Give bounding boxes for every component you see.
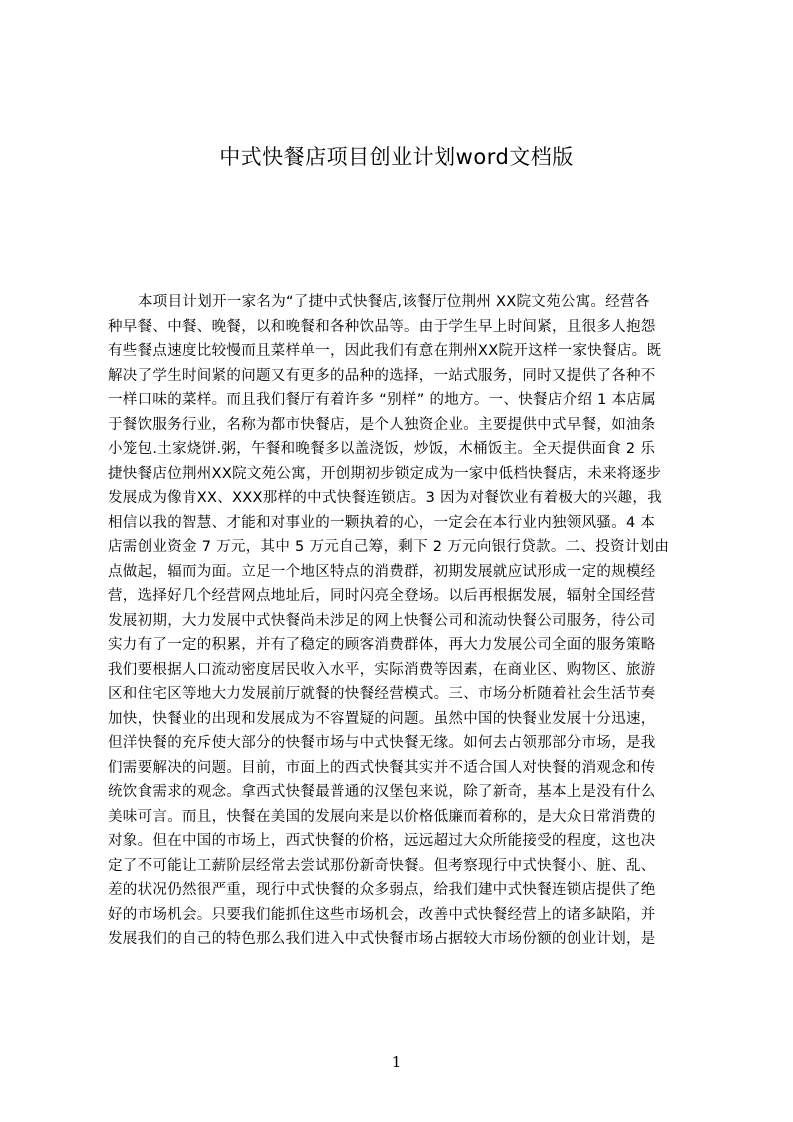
body-paragraph bbox=[108, 290, 698, 1010]
text-line: 一样口味的菜样。而且我们餐厅有着许多 “别样” 的地方。一、快餐店介绍 1 本店属 bbox=[108, 392, 656, 408]
text-line: 加快，快餐业的出现和发展成为不容置疑的问题。虽然中国的快餐业发展十分迅速， bbox=[108, 710, 656, 727]
text-line: 发展我们的自己的特色那么我们进入中式快餐市场占据较大市场份额的创业计划，是 bbox=[108, 931, 656, 947]
text-line: 好的市场机会。只要我们能抓住这些市场机会，改善中式快餐经营上的诸多缺陷，并 bbox=[108, 906, 656, 923]
text-line: 本项目计划开一家名为“了捷中式快餐店,该餐厅位荆州 XX院文苑公寓。经营各 bbox=[138, 294, 650, 310]
text-line: 差的状况仍然很严重，现行中式快餐的众多弱点，给我们建中式快餐连锁店提供了绝 bbox=[108, 882, 656, 898]
text-line: 小笼包.土家烧饼.粥，午餐和晚餐多以盖浇饭，炒饭，木桶饭主。全天提供面食 2 乐 bbox=[108, 441, 656, 457]
text-line: 但洋快餐的充斥使大部分的快餐市场与中式快餐无缘。如何去占领那部分市场，是我 bbox=[108, 735, 656, 751]
text-line: 捷快餐店位荆州XX院文苑公寓，开创期初步锁定成为一家中低档快餐店，未来将逐步 bbox=[108, 465, 662, 482]
text-line: 有些餐点速度比较慢而且菜样单一，因此我们有意在荆州XX院开这样一家快餐店。既 bbox=[108, 343, 662, 359]
text-line: 区和住宅区等地大力发展前厅就餐的快餐经营模式。三、市场分析随着社会生活节奏 bbox=[108, 686, 656, 702]
text-line: 解决了学生时间紧的问题又有更多的品种的选择，一站式服务，同时又提供了各种不 bbox=[108, 367, 656, 384]
text-line: 实力有了一定的积累，并有了稳定的顾客消费群体，再大力发展公司全面的服务策略 bbox=[108, 637, 656, 653]
text-line: 营，选择好几个经营网点地址后，同时闪亮全登场。以后再根据发展，辐射全国经营 bbox=[108, 588, 656, 604]
text-line: 发展成为像肯XX、XXX那样的中式快餐连锁店。3 因为对餐饮业有着极大的兴趣，我 bbox=[108, 490, 662, 506]
text-line: 统饮食需求的观念。拿西式快餐最普通的汉堡包来说，除了新奇，基本上是没有什么 bbox=[108, 784, 656, 800]
text-line: 发展初期，大力发展中式快餐尚未涉足的网上快餐公司和流动快餐公司服务，待公司 bbox=[108, 612, 656, 629]
text-line: 们需要解决的问题。目前，市面上的西式快餐其实并不适合国人对快餐的消观念和传 bbox=[108, 759, 656, 776]
document-title: 中式快餐店项目创业计划word文档版 bbox=[219, 145, 574, 169]
text-line: 店需创业资金 7 万元，其中 5 万元自己筹，剩下 2 万元向银行贷款。二、投资计划由 bbox=[108, 539, 670, 555]
page-number: 1 bbox=[391, 1053, 402, 1071]
text-line: 相信以我的智慧、才能和对事业的一颗执着的心，一定会在本行业内独领风骚。4 本 bbox=[108, 514, 656, 531]
text-line: 定了不可能让工薪阶层经常去尝试那份新奇快餐。但考察现行中式快餐小、脏、乱、 bbox=[108, 857, 656, 874]
text-line: 于餐饮服务行业，名称为都市快餐店，是个人独资企业。主要提供中式早餐，如油条 bbox=[108, 416, 656, 433]
text-line: 我们要根据人口流动密度居民收入水平，实际消费等因素，在商业区、购物区、旅游 bbox=[108, 661, 656, 678]
text-line: 点做起，辐而为面。立足一个地区特点的消费群，初期发展就应试形成一定的规模经 bbox=[108, 563, 656, 580]
text-line: 种早餐、中餐、晚餐，以和晚餐和各种饮品等。由于学生早上时间紧，且很多人抱怨 bbox=[108, 318, 656, 335]
text-line: 美味可言。而且，快餐在美国的发展向来是以价格低廉而着称的，是大众日常消费的 bbox=[108, 808, 656, 825]
text-line: 对象。但在中国的市场上，西式快餐的价格，远远超过大众所能接受的程度，这也决 bbox=[108, 833, 656, 849]
